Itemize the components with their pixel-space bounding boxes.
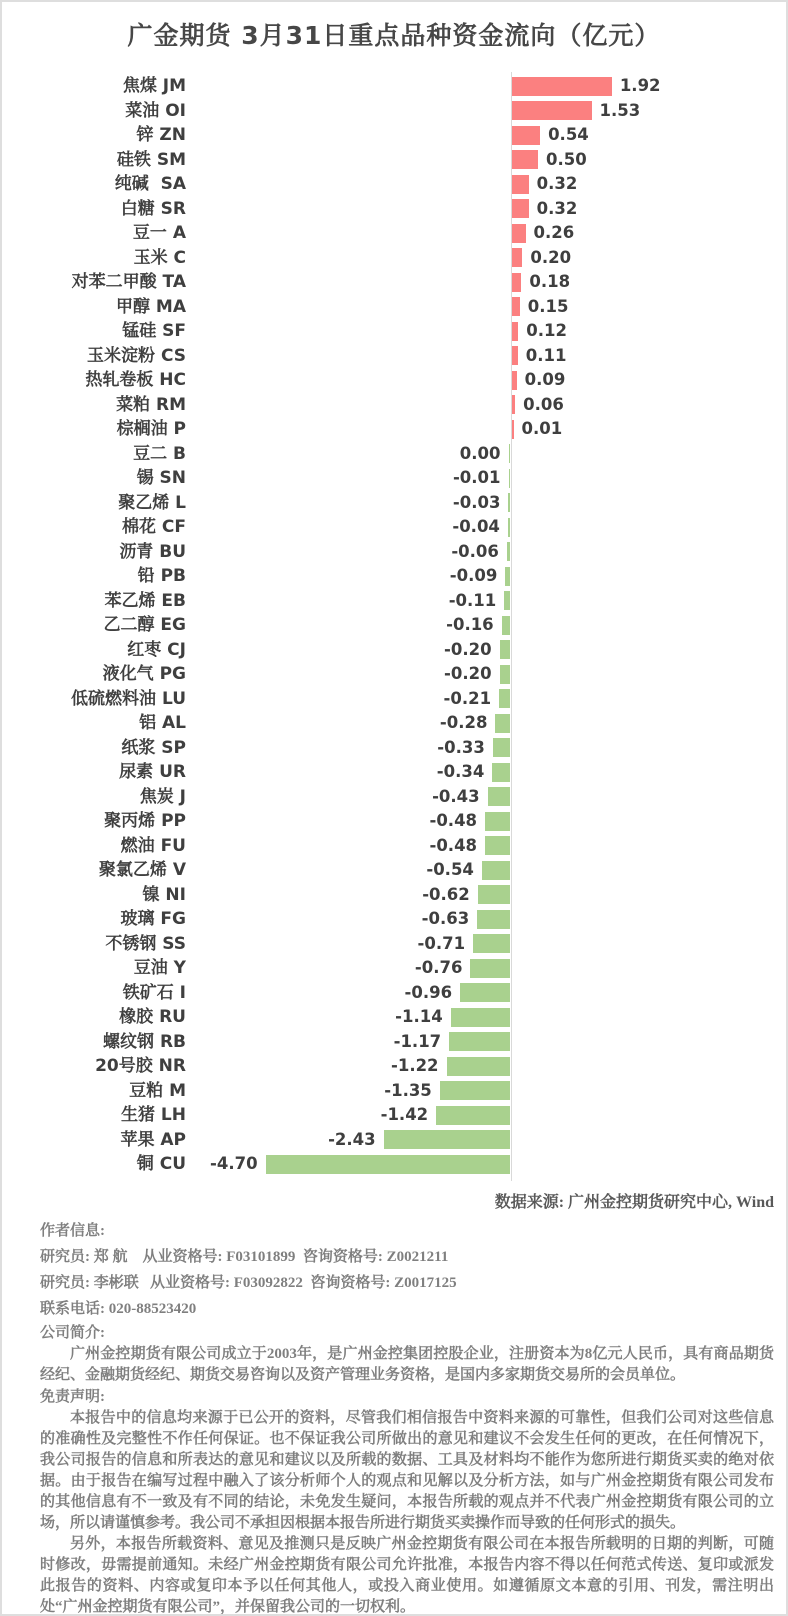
negative-bar (266, 1155, 510, 1174)
chart-row (2, 197, 786, 222)
chart-row (2, 981, 786, 1006)
category-label: 镍 NI (142, 884, 186, 905)
negative-bar (482, 861, 510, 880)
positive-bar (512, 273, 521, 292)
positive-bar (512, 371, 517, 390)
category-label: 棕榈油 P (116, 419, 186, 439)
chart-row (2, 711, 786, 736)
value-label: 0.26 (533, 223, 575, 242)
category-label: 苹果 AP (120, 1129, 186, 1150)
category-label: 对苯二甲酸 TA (71, 272, 186, 292)
category-label: 尿素 UR (119, 762, 186, 782)
value-label: -0.43 (432, 786, 480, 806)
chart-row (2, 344, 786, 369)
negative-bar (440, 1081, 510, 1100)
category-label: 聚丙烯 PP (104, 811, 186, 831)
value-label: -0.01 (452, 468, 501, 487)
value-label: -0.76 (414, 958, 463, 977)
category-label: 苯乙烯 EB (104, 590, 186, 611)
category-label: 铜 CU (136, 1154, 186, 1174)
value-label: -0.20 (444, 639, 492, 659)
category-label: 铅 PB (137, 566, 186, 586)
chart-rows (2, 74, 786, 1177)
value-label: 0.11 (525, 345, 567, 365)
fund-flow-bar-chart (2, 74, 786, 1177)
chart-row (2, 466, 786, 491)
chart-row (2, 393, 786, 418)
category-label: 生猪 LH (121, 1105, 186, 1125)
value-label: 0.12 (526, 321, 567, 340)
chart-row (2, 172, 786, 197)
category-label: 燃油 FU (120, 835, 186, 856)
negative-bar (492, 763, 510, 782)
value-label: -1.35 (384, 1080, 432, 1100)
chart-row (2, 442, 786, 467)
negative-bar (505, 567, 510, 586)
value-label: -0.54 (426, 860, 474, 879)
category-label: 沥青 BU (119, 541, 186, 562)
chart-row (2, 368, 786, 393)
category-label: 玉米淀粉 CS (87, 345, 186, 366)
category-label: 纯碱 SA (114, 174, 186, 194)
negative-bar (447, 1057, 510, 1076)
positive-bar (512, 297, 520, 316)
positive-bar (512, 395, 515, 414)
value-label: 0.06 (523, 394, 564, 414)
category-label: 纸浆 SP (121, 737, 186, 758)
positive-bar (512, 77, 612, 96)
value-label: -0.34 (436, 762, 485, 781)
value-label: -0.48 (429, 835, 478, 855)
positive-bar (512, 420, 514, 439)
negative-bar (488, 787, 510, 806)
category-label: 甲醇 MA (116, 296, 186, 317)
category-label: 铁矿石 I (122, 982, 186, 1003)
value-label: -0.48 (429, 811, 478, 830)
negative-bar (508, 518, 510, 537)
chart-row (2, 515, 786, 540)
value-label: 1.53 (599, 100, 641, 120)
negative-bar (499, 689, 510, 708)
positive-bar (512, 322, 518, 341)
positive-bar (512, 199, 529, 218)
chart-row (2, 638, 786, 663)
value-label: 0.18 (529, 272, 571, 291)
positive-bar (512, 224, 526, 243)
category-label: 锰硅 SF (122, 321, 186, 341)
value-label: -0.11 (448, 590, 497, 610)
positive-bar (512, 150, 538, 169)
chart-row (2, 1079, 786, 1104)
chart-row (2, 74, 786, 99)
chart-row (2, 295, 786, 320)
negative-bar (477, 910, 510, 929)
value-label: 0.01 (521, 419, 563, 438)
value-label: -1.14 (395, 1007, 443, 1026)
category-label: 聚乙烯 L (118, 492, 186, 513)
category-label: 液化气 PG (102, 664, 186, 684)
chart-row (2, 417, 786, 442)
category-label: 玻璃 FG (120, 909, 186, 929)
chart-row (2, 1030, 786, 1055)
category-label: 豆粕 M (129, 1080, 186, 1101)
value-label: -0.71 (417, 933, 466, 953)
category-label: 锌 ZN (136, 125, 186, 145)
disclaimer-paragraph-2: 另外，本报告所载资料、意见及推测只是反映广州金控期货有限公司在本报告所载明的日期的判断，可随时修改，毋需提前通知。未经广州金控期货有限公司允许批准，本报告内容不得以任何范式传送、复印或派发此报告的资料、内容或复印本予以任何其他人，或投入商业使用。如遵循原文本意的引用、刊发，需注明出处“广州金控期货有限公司”，并保留我公司的一切权利。 (40, 1536, 774, 1615)
category-label: 热轧卷板 HC (85, 370, 186, 390)
value-label: 0.50 (546, 149, 587, 169)
category-label: 豆二 B (133, 443, 186, 464)
value-label: 1.92 (619, 76, 661, 95)
value-label: -0.20 (444, 664, 492, 683)
category-label: 豆一 A (132, 223, 186, 243)
value-label: -0.21 (443, 688, 492, 708)
negative-bar (384, 1130, 510, 1149)
chart-row (2, 540, 786, 565)
negative-bar (478, 885, 510, 904)
researcher-line-2: 研究员: 李彬联 从业资格号: F03092822 咨询资格号: Z0017125 (40, 1275, 457, 1291)
value-label: 0.54 (548, 125, 589, 144)
value-label: -0.63 (421, 909, 470, 928)
negative-bar (485, 812, 510, 831)
chart-row (2, 491, 786, 516)
value-label: -0.62 (422, 884, 470, 904)
chart-row (2, 907, 786, 932)
chart-row (2, 883, 786, 908)
company-intro-header: 公司简介: (40, 1325, 105, 1341)
value-label: -2.43 (328, 1129, 376, 1149)
negative-bar (495, 714, 510, 733)
category-label: 焦煤 JM (122, 76, 186, 96)
chart-row (2, 1152, 786, 1177)
positive-bar (512, 175, 529, 194)
negative-bar (470, 959, 510, 978)
footer (2, 1212, 786, 1616)
category-label: 焦炭 J (139, 786, 186, 807)
negative-bar (460, 983, 510, 1002)
negative-bar (504, 591, 510, 610)
category-label: 螺纹钢 RB (103, 1031, 186, 1052)
contact-phone: 联系电话: 020-88523420 (40, 1301, 197, 1317)
value-label: 0.09 (524, 370, 566, 389)
chart-row (2, 1005, 786, 1030)
value-label: 0.20 (530, 247, 572, 267)
chart-row (2, 834, 786, 859)
category-label: 橡胶 RU (119, 1007, 186, 1027)
chart-row (2, 123, 786, 148)
chart-row (2, 785, 786, 810)
chart-row (2, 687, 786, 712)
chart-row (2, 1103, 786, 1128)
disclaimer-paragraph-1: 本报告中的信息均来源于已公开的资料，尽管我们相信报告中资料来源的可靠性，但我们公司对这些信息的准确性及完整性不作任何保证。也不保证我公司所做出的意见和建议不会发生任何的更改，在任何情况下，我公司报告的信息和所表达的意见和建议以及所载的数据、工具及材料均不能作为您所进行期货买卖的绝对依据。由于报告在编写过程中融入了该分析师个人的观点和见解以及分析方法，如与广州金控期货有限公司发布的其他信息有不一致及有不同的结论，未免发生疑问，本报告所载的观点并不代表广州金控期货有限公司的立场，所以请谨慎参考。我公司不承担因根据本报告所进行期货买卖操作而导致的任何形式的损失。 (40, 1410, 774, 1531)
value-label: -0.06 (451, 541, 499, 561)
chart-row (2, 221, 786, 246)
value-label: -0.04 (452, 517, 500, 536)
category-label: 锡 SN (136, 468, 186, 488)
chart-row (2, 932, 786, 957)
value-label: -0.03 (452, 492, 501, 512)
disclaimer-header: 免责声明: (40, 1389, 105, 1405)
value-label: -1.22 (390, 1056, 439, 1075)
chart-row (2, 1054, 786, 1079)
chart-row (2, 760, 786, 785)
chart-row (2, 319, 786, 344)
chart-row (2, 956, 786, 981)
value-label: 0.32 (536, 174, 578, 193)
chart-row (2, 246, 786, 271)
chart-row (2, 148, 786, 173)
chart-title: 广金期货 3月31日重点品种资金流向（亿元） (127, 21, 661, 50)
category-label: 铝 AL (139, 713, 186, 733)
category-label: 玉米 C (133, 247, 186, 268)
negative-bar (500, 640, 510, 659)
chart-row (2, 1128, 786, 1153)
value-label: -0.28 (439, 713, 488, 732)
category-label: 豆油 Y (133, 958, 186, 978)
category-label: 棉花 CF (121, 517, 186, 537)
value-label: -4.70 (210, 1154, 258, 1173)
category-label: 聚氯乙烯 V (98, 860, 186, 880)
chart-row (2, 613, 786, 638)
chart-row (2, 809, 786, 834)
category-label: 乙二醇 EG (103, 615, 186, 635)
positive-bar (512, 248, 522, 267)
negative-bar (451, 1008, 510, 1027)
chart-row (2, 858, 786, 883)
negative-bar (473, 934, 510, 953)
chart-row (2, 270, 786, 295)
positive-bar (512, 126, 540, 145)
category-label: 红枣 CJ (127, 639, 186, 660)
chart-row (2, 736, 786, 761)
category-label: 白糖 SR (120, 198, 186, 219)
negative-bar (493, 738, 510, 757)
negative-bar (502, 616, 510, 635)
negative-bar (500, 665, 510, 684)
value-label: -1.42 (380, 1105, 429, 1124)
value-label: 0.15 (527, 296, 569, 316)
value-label: -0.09 (449, 566, 498, 585)
negative-bar (508, 493, 510, 512)
negative-bar (485, 836, 510, 855)
data-source-note: 数据来源: 广州金控期货研究中心, Wind (494, 1194, 774, 1211)
value-label: -0.16 (446, 615, 494, 634)
value-label: -1.17 (393, 1031, 442, 1051)
researcher-line-1: 研究员: 郑 航 从业资格号: F03101899 咨询资格号: Z0021211 (40, 1249, 449, 1265)
negative-bar (509, 469, 511, 488)
category-label: 低硫燃料油 LU (71, 688, 186, 709)
value-label: 0.00 (459, 443, 501, 463)
chart-row (2, 589, 786, 614)
negative-bar (449, 1032, 510, 1051)
category-label: 菜油 OI (125, 100, 186, 121)
company-intro-text: 广州金控期货有限公司成立于2003年，是广州金控集团控股企业，注册资本为8亿元人民币，具有商品期货经纪、金融期货经纪、期货交易咨询以及资产管理业务资格，是国内多家期货交易所的会员单位。 (40, 1346, 774, 1383)
value-label: 0.32 (536, 198, 578, 218)
chart-row (2, 99, 786, 124)
category-label: 20号胶 NR (95, 1056, 186, 1076)
value-label: -0.33 (437, 737, 485, 757)
negative-bar (436, 1106, 510, 1125)
positive-bar (512, 101, 592, 120)
chart-row (2, 662, 786, 687)
author-info-header: 作者信息: (40, 1223, 105, 1239)
value-label: -0.96 (404, 982, 453, 1002)
negative-bar (509, 444, 511, 463)
chart-row (2, 564, 786, 589)
category-label: 硅铁 SM (116, 149, 186, 170)
category-label: 菜粕 RM (116, 394, 186, 415)
negative-bar (507, 542, 510, 561)
positive-bar (512, 346, 518, 365)
category-label: 不锈钢 SS (105, 933, 186, 954)
